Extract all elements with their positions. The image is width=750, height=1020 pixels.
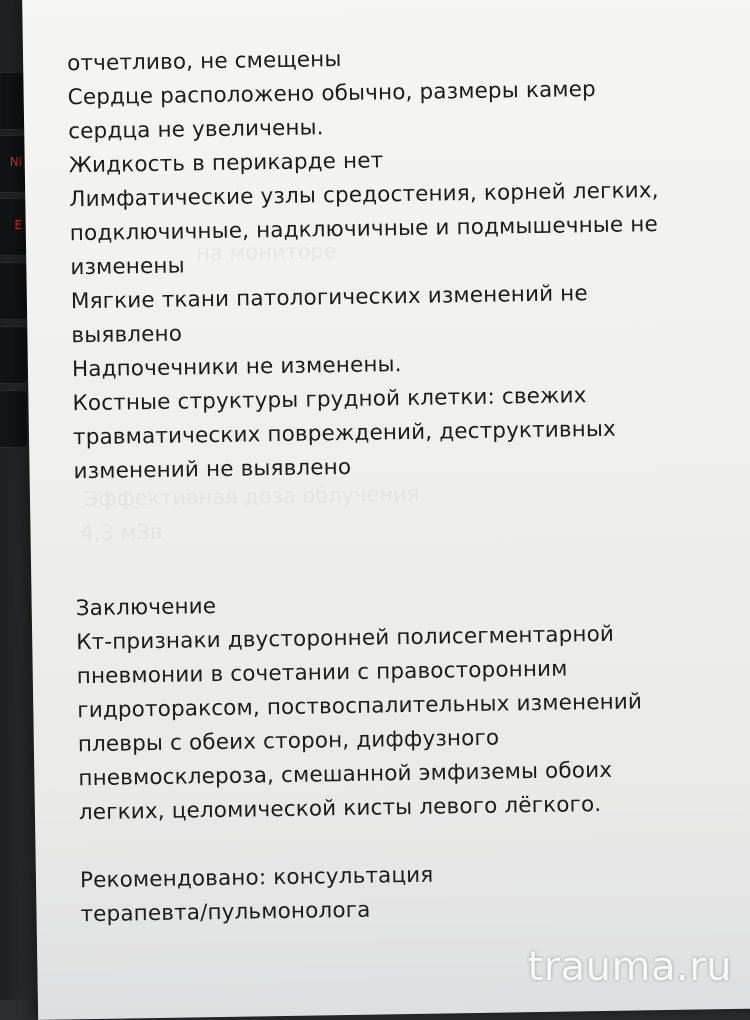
recommendation-section [80,854,721,932]
findings-line: Мягкие ткани патологических изменений не [70,281,588,315]
recommendation-line: Рекомендовано: консультация [79,862,434,894]
keyboard-key [0,326,28,384]
findings-line: сердца не увеличены. [68,115,324,145]
findings-section [67,37,714,489]
keyboard-key [0,262,28,320]
conclusion-line: гидротораксом, поствоспалительных изменений [77,689,643,724]
conclusion-section [75,582,719,830]
conclusion-line: Кт-признаки двусторонней полисегментарной [76,621,615,656]
conclusion-line: плевры с обеих сторон, диффузного [77,725,500,758]
conclusion-line: легких, целомической кисты левого лёгкого. [78,792,602,826]
document-text [67,37,721,932]
watermark: trauma.ru [527,944,732,990]
conclusion-line: пневмосклероза, смешанной эмфиземы обоих [78,757,613,792]
findings-line: Жидкость в перикарде нет [68,148,384,179]
keyboard-key-label: E [14,218,22,232]
findings-line: Надпочечники не изменены. [71,352,402,383]
paper-sheet [22,0,750,1020]
findings-line: изменены [70,253,185,281]
findings-line: выявлено [71,321,183,349]
keyboard-key [0,390,28,448]
recommendation-line: терапевта/пульмонолога [80,897,371,928]
keyboard-key [0,198,28,256]
findings-line: Сердце расположено обычно, размеры камер [67,76,597,111]
conclusion-line: пневмонии в сочетании с правосторонним [76,656,568,690]
findings-line: отчетливо, не смещены [66,46,342,77]
findings-line: подключичные, надключичные и подмышечные не [69,212,659,247]
keyboard-key-label: Ni [9,155,22,169]
conclusion-heading: Заключение [75,594,217,622]
findings-line: Лимфатические узлы средостения, корней легких, [69,178,659,213]
findings-line: изменений не выявлено [73,454,352,485]
findings-line: Костные структуры грудной клетки: свежих [72,383,587,417]
findings-line: травматических повреждений, деструктивных [72,416,617,451]
